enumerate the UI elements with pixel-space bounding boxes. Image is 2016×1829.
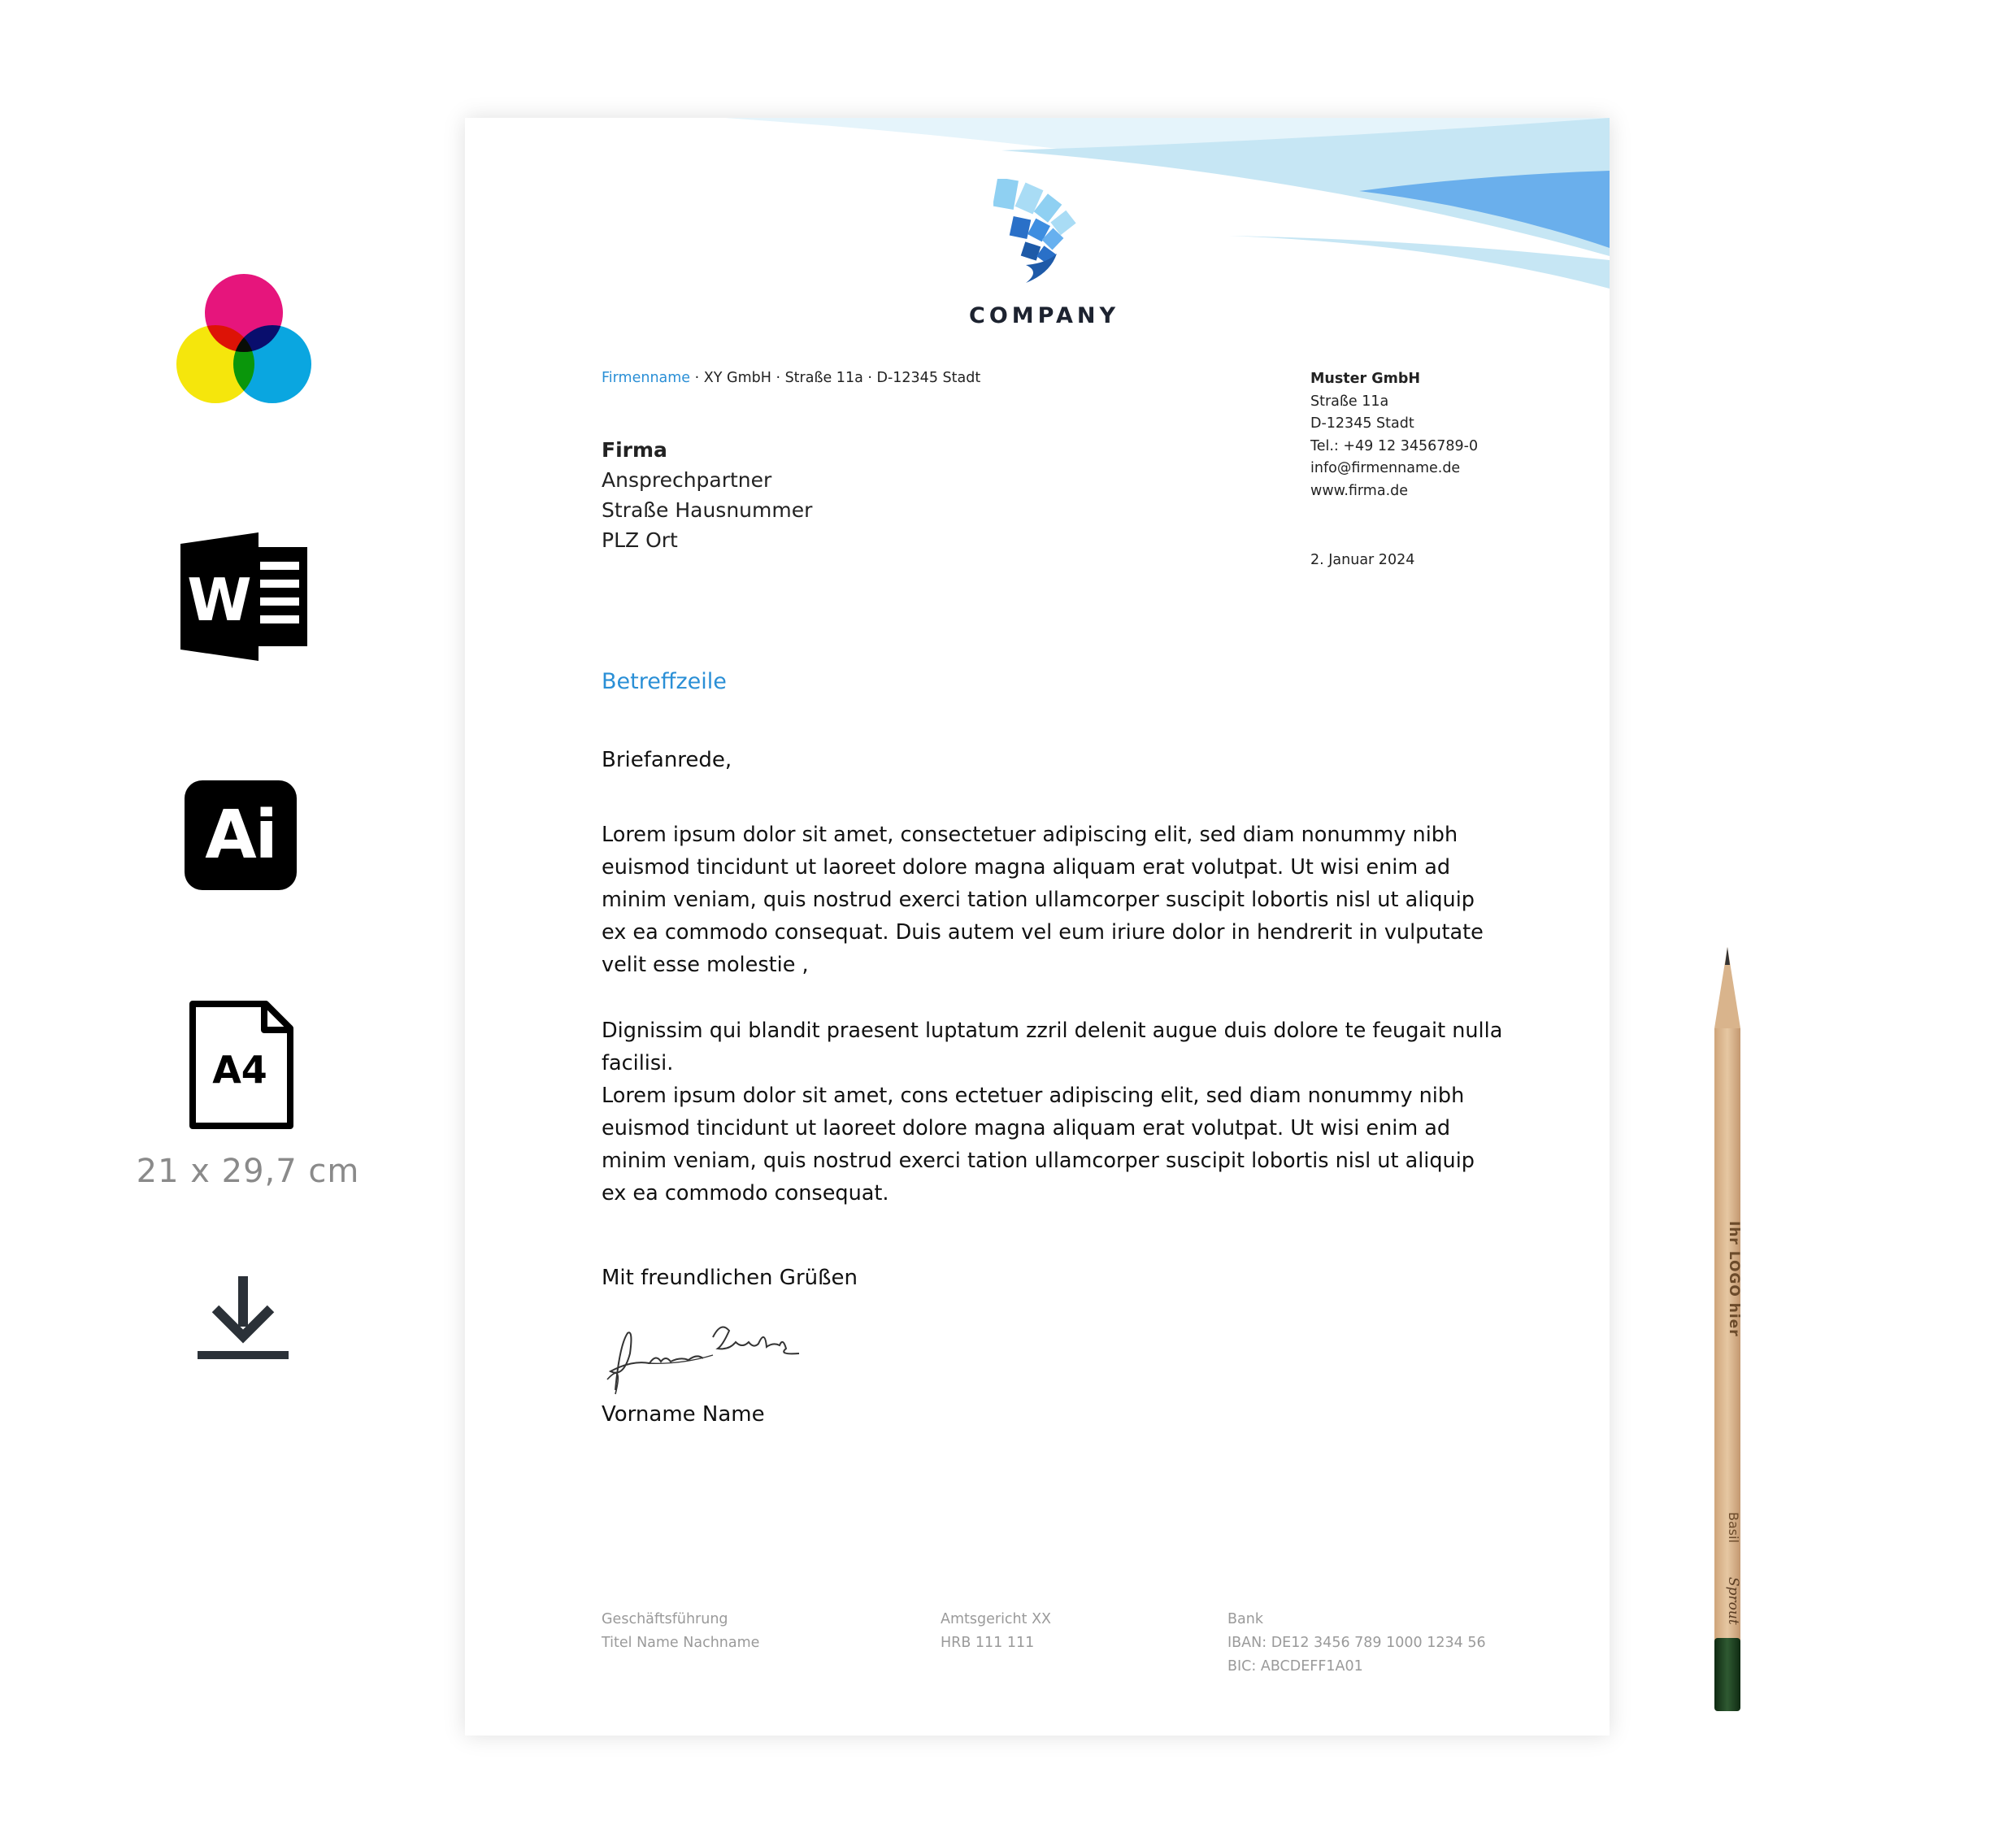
a4-paper-icon: [189, 1000, 294, 1130]
return-address-rest: · XY GmbH · Straße 11a · D-12345 Stadt: [690, 370, 981, 386]
recipient-street: Straße Hausnummer: [602, 498, 813, 522]
sender-web: www.firma.de: [1310, 482, 1409, 499]
recipient-contact: Ansprechpartner: [602, 468, 772, 492]
illustrator-label: Ai: [205, 797, 276, 874]
sender-email: info@firmenname.de: [1310, 460, 1461, 476]
return-address-line: [602, 370, 980, 386]
a4-label: A4: [212, 1048, 267, 1092]
letter-date: 2. Januar 2024: [1310, 552, 1415, 568]
footer-court-title: Amtsgericht XX: [941, 1611, 1052, 1627]
pencil-variety-text: Basil: [1726, 1512, 1741, 1544]
footer-management-title: Geschäftsführung: [602, 1611, 728, 1627]
footer-management: [602, 1608, 759, 1655]
recipient-city: PLZ Ort: [602, 528, 678, 552]
illustrator-icon: [185, 780, 297, 890]
sender-company: Muster GmbH: [1310, 371, 1421, 387]
pencil-brand-text: Sprout: [1725, 1577, 1741, 1625]
footer-management-name: Titel Name Nachname: [602, 1635, 760, 1651]
body-paragraph: Lorem ipsum dolor sit amet, consectetuer adipiscing elit, sed diam nonummy nibh euismod tincidunt ut laoreet dolore magna aliquam erat volutpat. Ut wisi enim ad minim veniam, quis nostrud exerci tation ullamcorper suscipit lobortis nisl ut aliquip ex ea commodo consequat. Duis autem vel eum iriure dolor in hendrerit in vulputate velit esse molestie ,: [602, 823, 1484, 977]
recipient-company: Firma: [602, 438, 667, 462]
closing-phrase: Mit freundlichen Grüßen: [602, 1266, 858, 1290]
footer-court: [941, 1608, 1051, 1655]
company-logo-icon: [993, 179, 1099, 289]
footer-bank-iban: IBAN: DE12 3456 789 1000 1234 56: [1227, 1635, 1486, 1651]
word-document-icon: [180, 532, 309, 661]
body-paragraph: Lorem ipsum dolor sit amet, cons ectetuer adipiscing elit, sed diam nonummy nibh euismod tincidunt ut laoreet dolore magna aliquam erat volutpat. Ut wisi enim ad minim veniam, quis nostrud exerci tation ullamcorper suscipit lobortis nisl ut aliquip ex ea commodo consequat.: [602, 1084, 1475, 1206]
sender-phone: Tel.: +49 12 3456789-0: [1310, 437, 1479, 454]
cmyk-color-icon: [175, 272, 313, 406]
salutation: Briefanrede,: [602, 748, 732, 772]
signer-name: Vorname Name: [602, 1402, 765, 1427]
signature-image: [599, 1313, 819, 1402]
download-icon[interactable]: [198, 1276, 289, 1362]
footer-court-number: HRB 111 111: [941, 1635, 1035, 1651]
letter-sheet: [465, 118, 1610, 1736]
pencil-logo-text: Ihr LOGO hier: [1726, 1221, 1742, 1337]
footer-bank-bic: BIC: ABCDEFF1A01: [1227, 1658, 1363, 1675]
paper-size-label: 21 x 29,7 cm: [136, 1153, 360, 1190]
return-address-company: Firmenname: [602, 370, 691, 386]
sender-street: Straße 11a: [1310, 393, 1389, 410]
word-letter: W: [187, 566, 252, 634]
footer-bank-title: Bank: [1227, 1611, 1263, 1627]
company-logo-text: COMPANY: [969, 303, 1119, 328]
footer-bank: [1227, 1608, 1486, 1679]
recipient-address: [602, 435, 812, 555]
sender-info: [1310, 368, 1478, 502]
body-paragraph: Dignissim qui blandit praesent luptatum zzril delenit augue duis dolore te feugait nulla facilisi.: [602, 1019, 1503, 1075]
sender-city: D-12345 Stadt: [1310, 415, 1414, 432]
subject-line: Betreffzeile: [602, 669, 727, 694]
